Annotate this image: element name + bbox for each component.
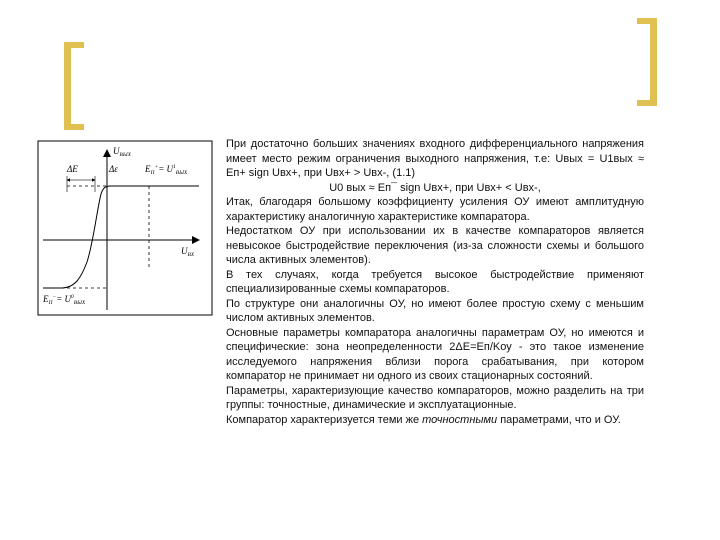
- upper-level-label: $E_П^+= U^1_{ВЫХ}$: [145, 164, 188, 176]
- paragraph-structure: По структуре они аналогичны ОУ, но имеют более простую схему с меньшим числом активных элементов.: [226, 297, 644, 324]
- lower-level-label: $E_П^-= U^0_{ВЫХ}$: [43, 294, 86, 306]
- y-axis-label: $U_{ВЫХ}$: [113, 146, 132, 158]
- right-bracket-decoration: [650, 18, 657, 106]
- figure-frame: [38, 141, 212, 315]
- paragraph-specialized: В тех случаях, когда требуется высокое быстродействие применяют специализированные схемы компараторов.: [226, 268, 644, 295]
- body-text: [226, 137, 644, 427]
- left-bracket-decoration: [64, 42, 71, 130]
- formula-line-low-output: U0 вых ≈ Eп¯ sign Uвх+, при Uвх+ < Uвх-,: [329, 181, 541, 194]
- transfer-curve: [43, 186, 199, 288]
- x-axis-label: $U_{ВХ}$: [181, 246, 195, 258]
- transfer-characteristic-diagram: [37, 140, 213, 316]
- comparator-transfer-characteristic-figure: [37, 140, 213, 316]
- right-bracket-bottom-serif: [637, 100, 657, 106]
- accuracy-emphasis: точностными: [422, 413, 498, 426]
- paragraph-quality-groups: Параметры, характеризующие качество компараторов, можно разделить на три группы: точностные, динамические и эксплуатационные.: [226, 384, 644, 411]
- accuracy-text-start: Компаратор характеризуется теми же: [226, 413, 423, 426]
- delta-epsilon-label: Δε: [109, 164, 118, 174]
- delta-E-label: ΔE: [67, 164, 78, 174]
- paragraph-parameters: Основные параметры компаратора аналогичны параметрам ОУ, но имеются и специфические: зона неопределенности 2ΔE=Eп/Kоу - это такое изменение исследуемого напряжения вблизи порога срабатывания, при котором компаратор не принимает ни одного из своих стационарных состояний.: [226, 326, 644, 382]
- right-bracket-top-serif: [637, 18, 657, 24]
- paragraph-saturation-mode: При достаточно больших значениях входного дифференциального напряжения имеет место режим ограничения выходного напряжения, т.е: Uвых = U1вых ≈ Eп+ sign Uвх+, при Uвх+ > Uвх-, (1.1): [226, 138, 644, 179]
- paragraph-drawback: Недостатком ОУ при использовании их в качестве компараторов является невысокое быстродействие переключения (из-за сложности схемы и большого числа активных элементов).: [226, 225, 644, 266]
- paragraph-gain: Итак, благодаря большому коэффициенту усиления ОУ имеют амплитудную характеристику аналогичную характеристике компаратора.: [226, 196, 644, 223]
- left-bracket-top-serif: [64, 42, 84, 48]
- accuracy-text-end: параметрами, что и ОУ.: [497, 413, 621, 426]
- paragraph-accuracy: [226, 413, 644, 428]
- left-bracket-bottom-serif: [64, 124, 84, 130]
